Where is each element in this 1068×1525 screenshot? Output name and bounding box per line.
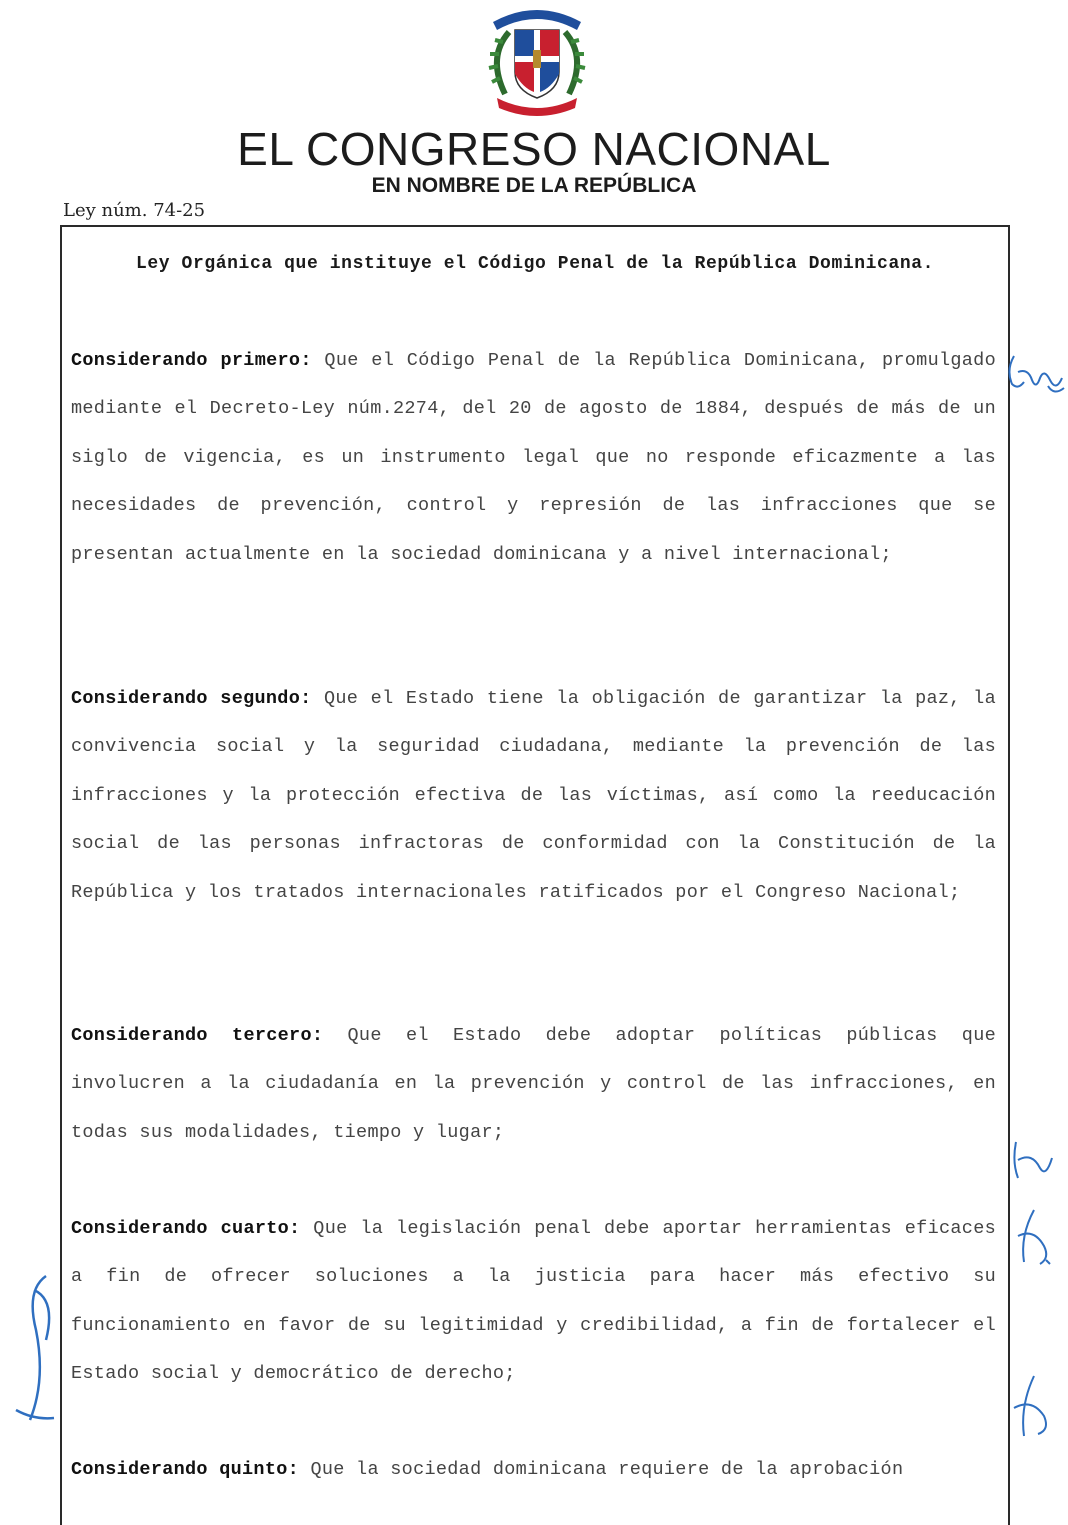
coat-of-arms-icon bbox=[479, 2, 595, 118]
law-number: Ley núm. 74-25 bbox=[63, 200, 206, 221]
considerando-primero bbox=[71, 337, 996, 579]
handwritten-signature-icon bbox=[6, 1270, 62, 1430]
considerando-cuarto bbox=[71, 1205, 996, 1399]
handwritten-initials-icon bbox=[1008, 1372, 1056, 1442]
handwritten-initials-icon bbox=[1010, 1206, 1058, 1272]
republic-subtitle: EN NOMBRE DE LA REPÚBLICA bbox=[371, 174, 697, 197]
considerando-lead: Considerando cuarto: bbox=[71, 1218, 301, 1239]
congress-title: EL CONGRESO NACIONAL bbox=[237, 123, 831, 175]
considerando-lead: Considerando tercero: bbox=[71, 1025, 324, 1046]
considerando-lead: Considerando segundo: bbox=[71, 688, 312, 709]
considerando-quinto bbox=[71, 1446, 996, 1494]
considerando-text: Que la legislación penal debe aportar herramientas eficaces a fin de ofrecer soluciones a la justicia para hacer más efectivo su funcionamiento en favor de su legitimidad y credibilidad, a fin de fortalecer el Estado social y democrático de derecho; bbox=[71, 1218, 996, 1385]
considerando-lead: Considerando primero: bbox=[71, 350, 312, 371]
considerando-tercero bbox=[71, 1012, 996, 1157]
considerando-text: Que el Código Penal de la República Dominicana, promulgado mediante el Decreto-Ley núm.2274, del 20 de agosto de 1884, después de más de un siglo de vigencia, es un instrumento legal que no responde eficazmente a las necesidades de prevención, control y represión de las infracciones que se presentan actualmente en la sociedad dominicana y a nivel internacional; bbox=[71, 350, 996, 565]
considerando-text: Que el Estado tiene la obligación de garantizar la paz, la convivencia social y la seguridad ciudadana, mediante la prevención de las infracciones y la protección efectiva de las víctimas, así como la reeducación social de las personas infractoras de conformidad con la Constitución de la República y los tratados internacionales ratificados por el Congreso Nacional; bbox=[71, 688, 996, 903]
considerando-segundo bbox=[71, 675, 996, 917]
considerando-lead: Considerando quinto: bbox=[71, 1459, 300, 1480]
considerando-text: Que la sociedad dominicana requiere de la aprobación bbox=[299, 1459, 904, 1480]
document-heading: Ley Orgánica que instituye el Código Penal de la República Dominicana. bbox=[135, 254, 935, 274]
considerando-text: Que el Estado debe adoptar políticas públicas que involucren a la ciudadanía en la prevención y control de las infracciones, en todas sus modalidades, tiempo y lugar; bbox=[71, 1025, 996, 1143]
handwritten-initials-icon bbox=[1008, 1138, 1056, 1186]
handwritten-initials-icon bbox=[1004, 350, 1068, 400]
